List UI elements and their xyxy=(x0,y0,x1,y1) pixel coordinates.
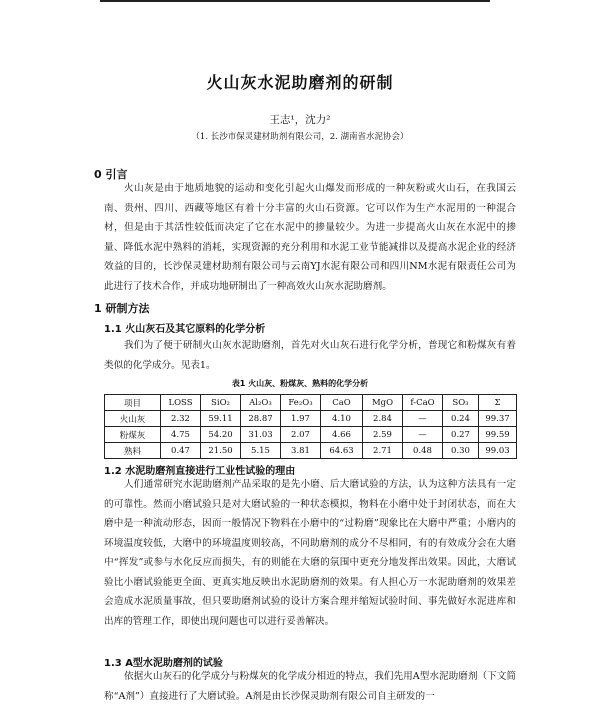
intro-heading: 0 引言 xyxy=(94,168,128,181)
table-cell: — xyxy=(403,427,443,443)
section-1-2-paragraph: 人们通常研究水泥助磨剂产品采取的是先小磨、后大磨试验的方法，认为这种方法具有一定的可靠性。然而小磨试验只是对大磨试验的一种状态模拟，物料在小磨中处于封闭状态，而在大磨中是一种流动形态，因而一般情况下物料在小磨中的“过粉磨”现象比在大磨中严重；小磨内的环境温度较低，大磨中的环境温度则较高，不同助磨剂的成分不尽相同，有的有效成分会在大磨中“挥发”或参与水化反应而损失，有的则能在大磨的氛围中更充分地发挥出效果。因此，大磨试验比小磨试验能更全面、更真实地反映出水泥助磨剂的效果。有人担心万一水泥助磨剂的效果差会造成水泥质量事故，但只要助磨剂试验的设计方案合理并缩短试验时间、事先做好水泥进库和出库的管理工作，即使出现问题也可以进行妥善解决。 xyxy=(104,479,516,627)
table-cell: 2.07 xyxy=(281,427,321,443)
col-header-fe2o3: Fe₂O₃ xyxy=(281,395,321,411)
table-cell: 火山灰 xyxy=(105,411,161,427)
table-cell: 28.87 xyxy=(241,411,281,427)
table-cell: 99.37 xyxy=(479,411,517,427)
table-cell: 31.03 xyxy=(241,427,281,443)
table-row xyxy=(105,443,517,459)
col-header-al2o3: Al₂O₃ xyxy=(241,395,281,411)
table-cell: 2.71 xyxy=(363,443,403,459)
table-cell: 54.20 xyxy=(201,427,241,443)
intro-paragraph: 火山灰是由于地质地貌的运动和变化引起火山爆发而形成的一种灰粉或火山石，在我国云南、贵州、四川、西藏等地区有着十分丰富的火山石资源。它可以作为生产水泥用的一种混合材，但是由于其活性较低而决定了它在水泥中的掺量较少。为进一步提高火山灰在水泥中的掺量、降低水泥中熟料的消耗，实现资源的充分利用和水泥工业节能减排以及提高水泥企业的经济效益的目的，长沙保灵建材助剂有限公司与云南YJ水泥有限公司和四川NM水泥有限责任公司为此进行了技术合作，并成功地研制出了一种高效火山灰水泥助磨剂。 xyxy=(104,183,516,292)
methods-heading: 1 研制方法 xyxy=(94,302,150,315)
table-cell: 0.24 xyxy=(443,411,479,427)
table-cell: 2.32 xyxy=(161,411,201,427)
col-header-sum: Σ xyxy=(479,395,517,411)
table-cell: 4.10 xyxy=(321,411,363,427)
table-row xyxy=(105,427,517,443)
table-cell: 4.75 xyxy=(161,427,201,443)
table-cell: 3.81 xyxy=(281,443,321,459)
table-cell: 64.63 xyxy=(321,443,363,459)
table-cell: 99.03 xyxy=(479,443,517,459)
col-header-so3: SO₃ xyxy=(443,395,479,411)
col-header-mgo: MgO xyxy=(363,395,403,411)
col-header-sio2: SiO₂ xyxy=(201,395,241,411)
table-cell: 熟料 xyxy=(105,443,161,459)
paper-authors: 王志¹，沈力² xyxy=(269,114,331,126)
col-header-loss: LOSS xyxy=(161,395,201,411)
table-cell: 2.59 xyxy=(363,427,403,443)
col-header-cao: CaO xyxy=(321,395,363,411)
table-cell: 0.47 xyxy=(161,443,201,459)
paper-title: 火山灰水泥助磨剂的研制 xyxy=(206,73,394,92)
table-cell: 99.59 xyxy=(479,427,517,443)
table-cell: 粉煤灰 xyxy=(105,427,161,443)
table-row xyxy=(105,411,517,427)
table-cell: 0.27 xyxy=(443,427,479,443)
paper-affiliation: （1. 长沙市保灵建材助剂有限公司，2. 湖南省水泥协会） xyxy=(191,132,409,142)
table-cell: 4.66 xyxy=(321,427,363,443)
section-1-1-paragraph: 我们为了便于研制火山灰水泥助磨剂，首先对火山灰石进行化学分析，普现它和粉煤灰有着类似的化学成分。见表1。 xyxy=(104,340,516,371)
col-header-item: 项目 xyxy=(105,395,161,411)
table-cell: 5.15 xyxy=(241,443,281,459)
section-1-3-paragraph: 依据火山灰石的化学成分与粉煤灰的化学成分相近的特点，我们先用A型水泥助磨剂（下文简称“A剂”）直接进行了大磨试验。A剂是由长沙保灵助剂有限公司自主研发的一 xyxy=(104,671,516,702)
section-1-1-heading: 1.1 火山灰石及其它原料的化学分析 xyxy=(104,324,266,335)
section-1-3-heading: 1.3 A型水泥助磨剂的试验 xyxy=(104,658,223,669)
table-header-row xyxy=(105,395,517,411)
table-cell: 59.11 xyxy=(201,411,241,427)
col-header-fcao: f-CaO xyxy=(403,395,443,411)
table-1 xyxy=(104,394,517,459)
top-rule xyxy=(100,0,490,2)
table-1-caption: 表1 火山灰、粉煤灰、熟料的化学分析 xyxy=(231,379,369,388)
table-cell: 0.48 xyxy=(403,443,443,459)
section-1-2-heading: 1.2 水泥助磨剂直接进行工业性试验的理由 xyxy=(104,466,296,477)
table-cell: 1.97 xyxy=(281,411,321,427)
table-cell: 2.84 xyxy=(363,411,403,427)
table-cell: 0.30 xyxy=(443,443,479,459)
table-cell: — xyxy=(403,411,443,427)
table-cell: 21.50 xyxy=(201,443,241,459)
